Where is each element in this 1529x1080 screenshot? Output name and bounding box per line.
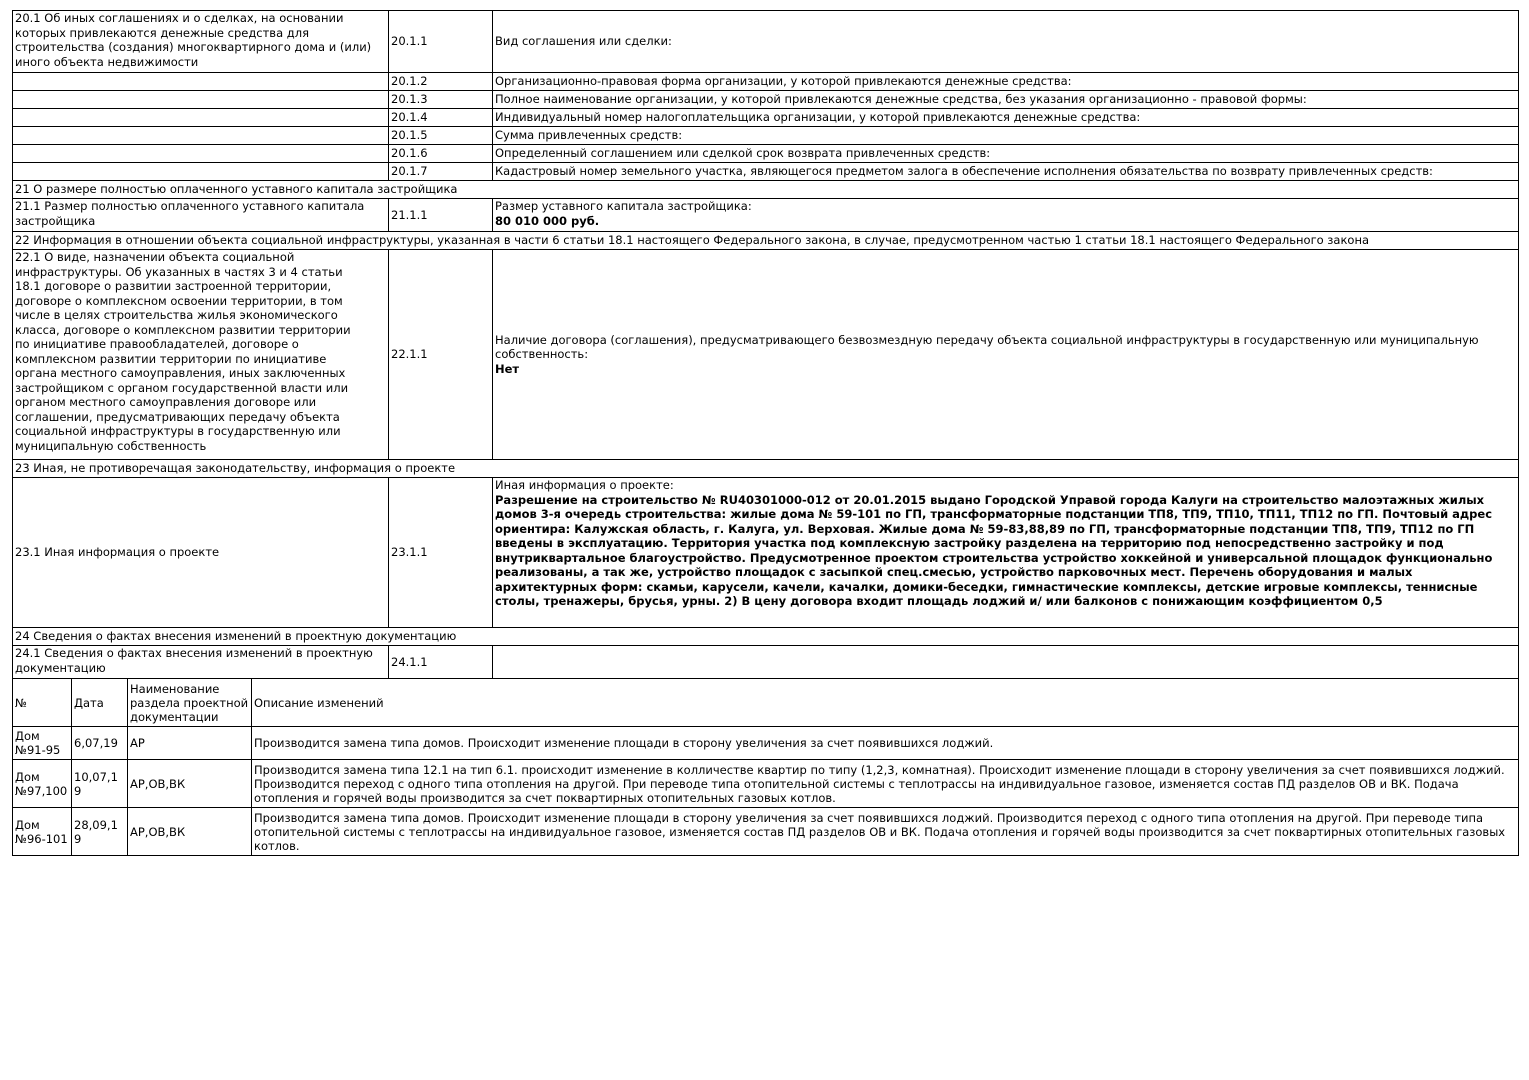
section-24-1-title: 24.1 Сведения о фактах внесения изменений в проектную документацию <box>13 646 389 679</box>
section-20-1-title: 20.1 Об иных соглашениях и о сделках, на основании которых привлекаются денежные средства для строительства (создания) многоквартирного дома и (или) иного объекта недвижимости <box>13 11 389 73</box>
change-section: АР,ОВ,ВК <box>128 808 252 856</box>
row-22-1-1 <box>13 250 1519 460</box>
project-declaration-document <box>12 10 1518 856</box>
empty-cell <box>13 163 389 181</box>
social-infrastructure-value: Нет <box>495 361 520 376</box>
charter-capital-cell <box>493 199 1519 232</box>
text-20-1-3: Полное наименование организации, у которой привлекаются денежные средства, без указания организационно - правовой формы: <box>493 91 1519 109</box>
section-23-1-title: 23.1 Иная информация о проекте <box>13 478 389 628</box>
change-section: АР <box>128 727 252 760</box>
code-24-1-1: 24.1.1 <box>389 646 493 679</box>
code-20-1-7: 20.1.7 <box>389 163 493 181</box>
row-20-1-4 <box>13 109 1519 127</box>
table-row <box>13 808 1519 856</box>
section-22-header-row <box>13 232 1519 250</box>
row-20-1-1 <box>13 11 1519 73</box>
section-23-header-row <box>13 460 1519 478</box>
empty-cell <box>13 109 389 127</box>
row-20-1-3 <box>13 91 1519 109</box>
charter-capital-label: Размер уставного капитала застройщика: <box>495 199 752 213</box>
text-20-1-7: Кадастровый номер земельного участка, являющегося предметом залога в обеспечение исполнения обязательства по возврату привлеченных средств: <box>493 163 1519 181</box>
column-header-date: Дата <box>72 679 128 727</box>
table-row <box>13 727 1519 760</box>
change-number: Дом №97,100 <box>13 760 72 808</box>
section-21-1-title: 21.1 Размер полностью оплаченного уставного капитала застройщика <box>13 199 389 232</box>
social-infrastructure-cell <box>493 250 1519 460</box>
column-header-section: Наименование раздела проектной документации <box>128 679 252 727</box>
change-number: Дом №96-101 <box>13 808 72 856</box>
change-description: Производится замена типа домов. Происходит изменение площади в сторону увеличения за счет появившихся лоджий. <box>252 727 1519 760</box>
change-date: 28,09,19 <box>72 808 128 856</box>
change-number: Дом №91-95 <box>13 727 72 760</box>
code-22-1-1: 22.1.1 <box>389 250 493 460</box>
section-22-1-title: 22.1 О виде, назначении объекта социальной инфраструктуры. Об указанных в частях 3 и 4 статьи 18.1 договоре о развитии застроенной территории, договоре о комплексном освоении территории, в том числе в целях строительства жилья экономического класса, договоре о комплексном развитии территории по инициативе правообладателей, договоре о комплексном развитии территории по инициативе органа местного самоуправления, иных заключенных застройщиком с органом государственной власти или органом местного самоуправления договоре или соглашении, предусматривающих передачу объекта социальной инфраструктуры в государственную или муниципальную собственность <box>13 250 389 460</box>
design-changes-value <box>493 646 1519 679</box>
code-20-1-4: 20.1.4 <box>389 109 493 127</box>
empty-cell <box>13 73 389 91</box>
section-22-header: 22 Информация в отношении объекта социальной инфраструктуры, указанная в части 6 статьи 18.1 настоящего Федерального закона, в случае, предусмотренном частью 1 статьи 18.1 настоящего Федерального закона <box>13 232 1519 250</box>
change-section: АР,ОВ,ВК <box>128 760 252 808</box>
charter-capital-value: 80 010 000 руб. <box>495 213 600 228</box>
row-20-1-5 <box>13 127 1519 145</box>
text-20-1-5: Сумма привлеченных средств: <box>493 127 1519 145</box>
code-20-1-5: 20.1.5 <box>389 127 493 145</box>
code-20-1-2: 20.1.2 <box>389 73 493 91</box>
section-24-header: 24 Сведения о фактах внесения изменений в проектную документацию <box>13 628 1519 646</box>
empty-cell <box>13 127 389 145</box>
row-20-1-7 <box>13 163 1519 181</box>
social-infrastructure-label: Наличие договора (соглашения), предусматривающего безвозмездную передачу объекта социальной инфраструктуры в государственную или муниципальную собственность: <box>495 332 1479 362</box>
other-info-label: Иная информация о проекте: <box>495 478 674 492</box>
row-20-1-2 <box>13 73 1519 91</box>
empty-cell <box>13 91 389 109</box>
text-20-1-2: Организационно-правовая форма организации, у которой привлекаются денежные средства: <box>493 73 1519 91</box>
section-23-header: 23 Иная, не противоречащая законодательству, информация о проекте <box>13 460 1519 478</box>
code-20-1-6: 20.1.6 <box>389 145 493 163</box>
code-20-1-1: 20.1.1 <box>389 11 493 73</box>
design-changes-table <box>12 678 1519 856</box>
row-24-1-1 <box>13 646 1519 679</box>
section-24-header-row <box>13 628 1519 646</box>
code-20-1-3: 20.1.3 <box>389 91 493 109</box>
other-info-cell <box>493 478 1519 628</box>
section-21-header: 21 О размере полностью оплаченного уставного капитала застройщика <box>13 181 1519 199</box>
change-date: 10,07,19 <box>72 760 128 808</box>
change-description: Производится замена типа домов. Происходит изменение площади в сторону увеличения за счет появившихся лоджий. Производится переход с одного типа отопления на другой. При переводе типа отопительной системы с теплотрассы на индивидуальное газовое, изменяется состав ПД разделов ОВ и ВК. Подача отопления и горячей воды производится за счет поквартирных отопительных газовых котлов. <box>252 808 1519 856</box>
column-header-description: Описание изменений <box>252 679 1519 727</box>
text-20-1-1: Вид соглашения или сделки: <box>493 11 1519 73</box>
change-date: 6,07,19 <box>72 727 128 760</box>
row-20-1-6 <box>13 145 1519 163</box>
column-header-number: № <box>13 679 72 727</box>
other-info-value: Разрешение на строительство № RU40301000-012 от 20.01.2015 выдано Городской Управой города Калуги на строительство малоэтажных жилых домов 3-я очередь строительства: жилые дома № 59-101 по ГП, трансформаторные подстанции ТП8, ТП9, ТП10, ТП11, ТП12 по ГП. Почтовый адрес ориентира: Калужская область, г. Калуга, ул. Верховая. Жилые дома № 59-83,88,89 по ГП, трансформаторные подстанции ТП8, ТП9, ТП12 по ГП введены в эксплуатацию. Территория участка под комплексную застройку разделена на территорию под непосредственно застройку и под внутриквартальное благоустройство. Предусмотренное проектом строительства устройство хоккейной и универсальной площадок функционально реализованы, а так же, устройство площадок с засыпкой спец.смесью, устройство парковочных мест. Перечень оборудования и малых архитектурных форм: скамьи, карусели, качели, качалки, домики-беседки, гимнастические комплексы, детские игровые комплексы, теннисные столы, тренажеры, брусья, урны. 2) В цену договора входит площадь лоджий и/ или балконов с понижающим коэффициентом 0,5 <box>495 492 1493 608</box>
text-20-1-6: Определенный соглашением или сделкой срок возврата привлеченных средств: <box>493 145 1519 163</box>
section-21-header-row <box>13 181 1519 199</box>
changes-header-row <box>13 679 1519 727</box>
table-row <box>13 760 1519 808</box>
row-21-1-1 <box>13 199 1519 232</box>
empty-cell <box>13 145 389 163</box>
code-23-1-1: 23.1.1 <box>389 478 493 628</box>
row-23-1-1 <box>13 478 1519 628</box>
code-21-1-1: 21.1.1 <box>389 199 493 232</box>
text-20-1-4: Индивидуальный номер налогоплательщика организации, у которой привлекаются денежные средства: <box>493 109 1519 127</box>
change-description: Производится замена типа 12.1 на тип 6.1. происходит изменение в колличестве квартир по типу (1,2,3, комнатная). Происходит изменение площади в сторону увеличения за счет появившихся лоджий. Производится переход с одного типа отопления на другой. При переводе типа отопительной системы с теплотрассы на индивидуальное газовое, изменяется состав ПД разделов ОВ и ВК. Подача отопления и горячей воды производится за счет поквартирных отопительных газовых котлов. <box>252 760 1519 808</box>
declaration-table <box>12 10 1519 679</box>
